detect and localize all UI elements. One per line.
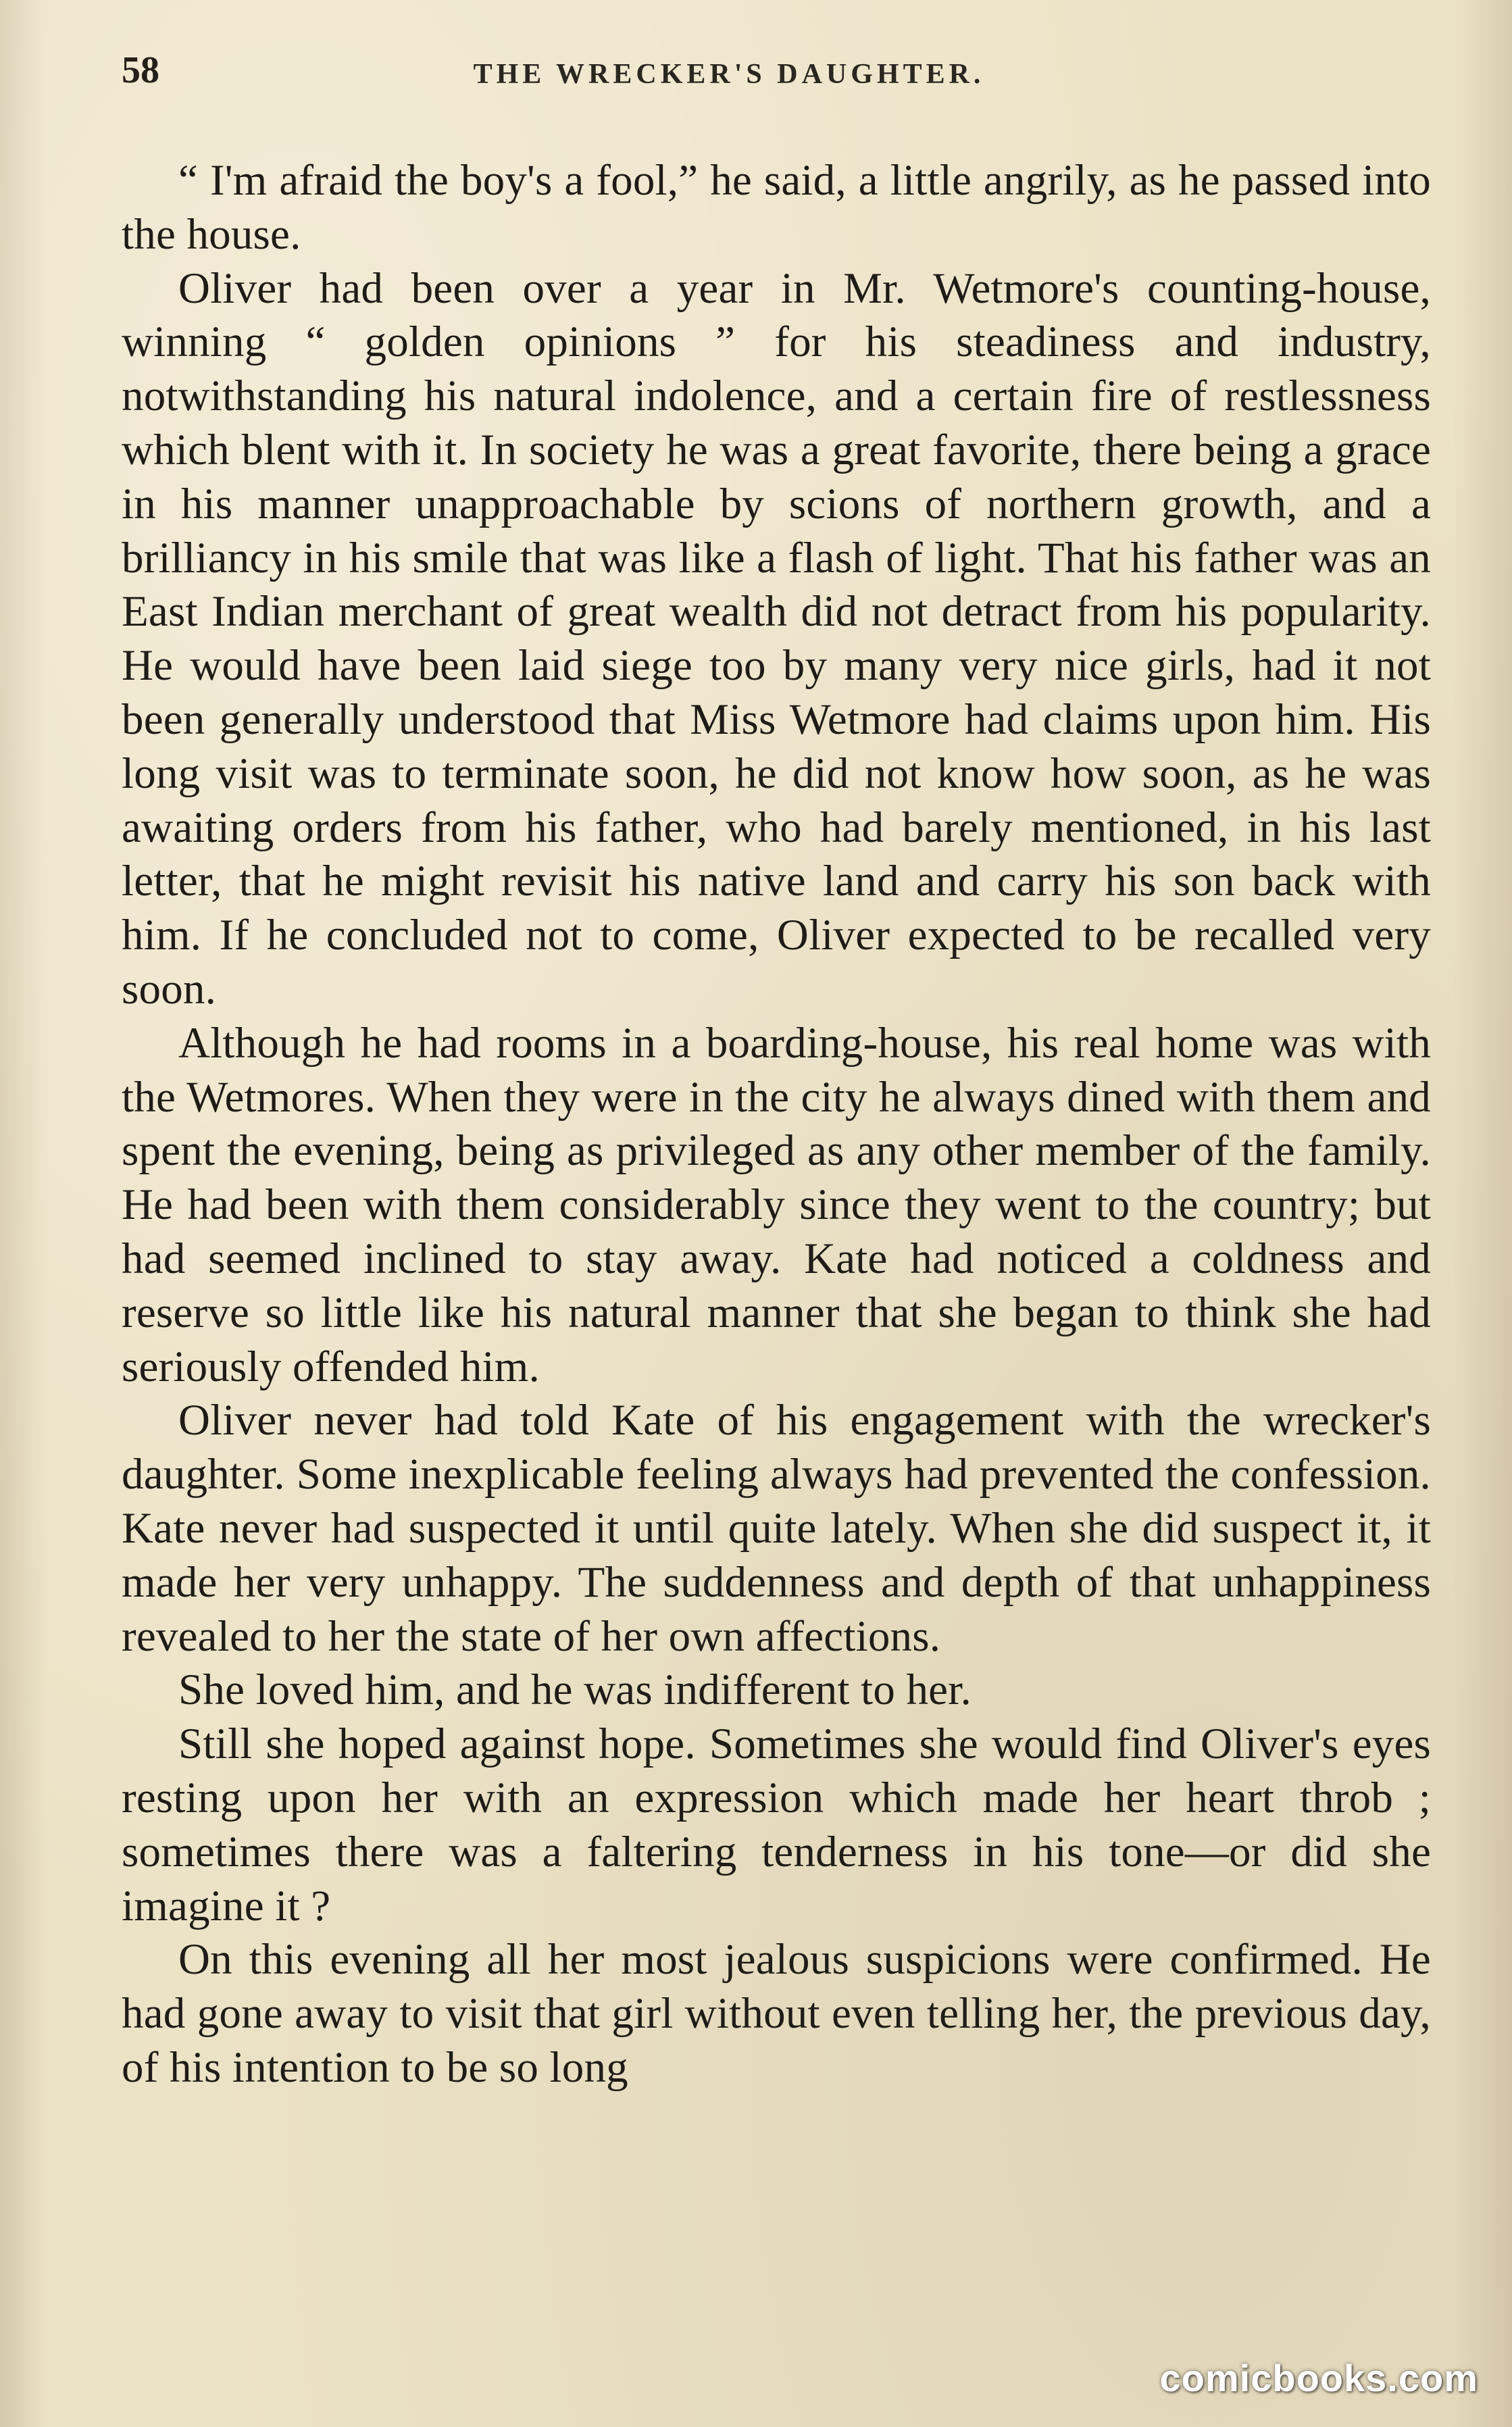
- paragraph: Oliver never had told Kate of his engagement with the wrecker's daughter. Some inexplicable feeling always had prevented the confession. Kate never had suspected it until quite lately. When she did suspect it, it made her very unhappy. The suddenness and depth of that unhappiness revealed to her the state of her own affections.: [122, 1396, 1431, 1661]
- watermark: comicbooks.com: [1159, 2357, 1478, 2399]
- paragraph: On this evening all her most jealous suspicions were confirmed. He had gone away to visit that girl without even telling her, the previous day, of his intention to be so long: [122, 1935, 1431, 2092]
- paragraph: “ I'm afraid the boy's a fool,” he said, a little angrily, as he passed into the house.: [122, 156, 1431, 259]
- paragraph: She loved him, and he was indifferent to her.: [178, 1666, 972, 1715]
- page-number: 58: [122, 49, 159, 91]
- page-header: [122, 41, 1431, 101]
- running-title: THE WRECKER'S DAUGHTER.: [473, 59, 985, 90]
- paragraph: Oliver had been over a year in Mr. Wetmore's counting-house, winning “ golden opinions ” for his steadiness and industry, notwithstanding his natural indolence, and a certain fire of restlessness which blent with it. In society he was a great favorite, there being a grace in his manner unapproachable by scions of northern growth, and a brilliancy in his smile that was like a flash of light. That his father was an East Indian merchant of great wealth did not detract from his popularity. He would have been laid siege too by many very nice girls, had it not been generally understood that Miss Wetmore had claims upon him. His long visit was to terminate soon, he did not know how soon, as he was awaiting orders from his father, who had barely mentioned, in his last letter, that he might revisit his native land and carry his son back with him. If he concluded not to come, Oliver expected to be recalled very soon.: [122, 264, 1431, 1014]
- paragraph: Still she hoped against hope. Sometimes she would find Oliver's eyes resting upon her with an expression which made her heart throb ; sometimes there was a faltering tenderness in his tone—or did she imagine it ?: [122, 1720, 1431, 1930]
- body-text: [122, 154, 1431, 2095]
- paragraph: Although he had rooms in a boarding-house, his real home was with the Wetmores. When they were in the city he always dined with them and spent the evening, being as privileged as any other member of the family. He had been with them considerably since they went to the country; but had seemed inclined to stay away. Kate had noticed a coldness and reserve so little like his natural manner that she began to think she had seriously offended him.: [122, 1018, 1431, 1391]
